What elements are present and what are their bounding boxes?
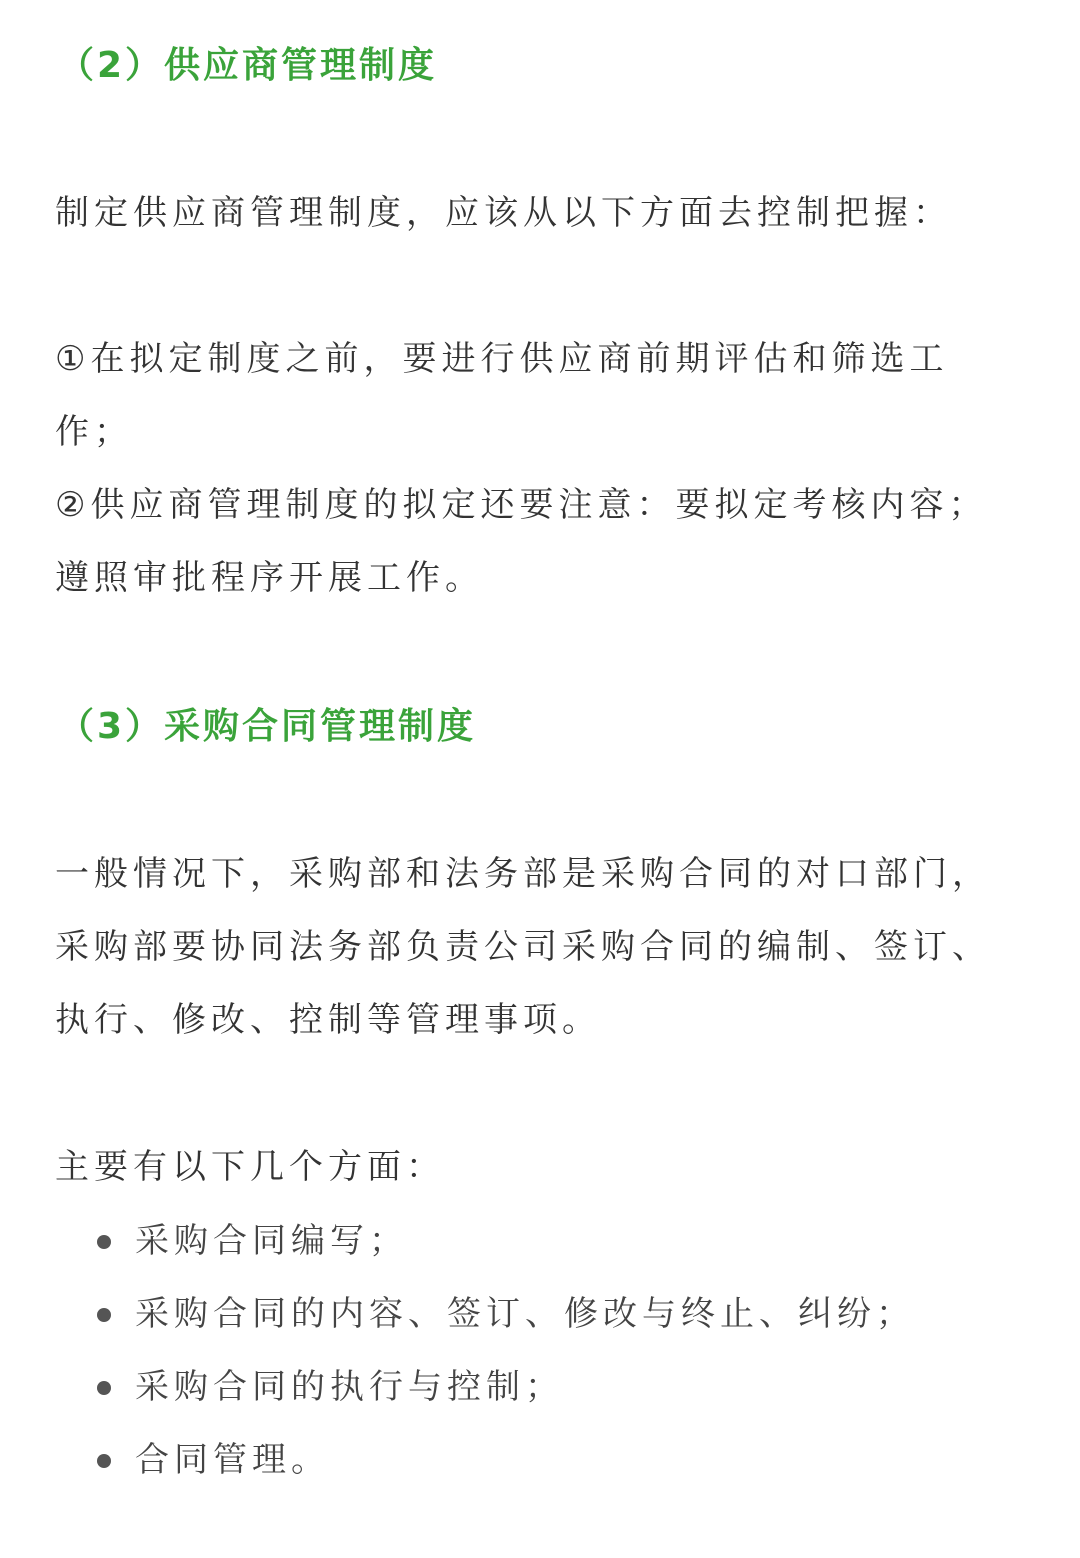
list-item [0, 1351, 915, 1424]
section-3-paragraph [55, 838, 991, 1057]
point-2-line-2: 遵照审批程序开展工作。 [55, 558, 484, 598]
list-intro-text: 主要有以下几个方面： [55, 1147, 445, 1187]
list-item-text: 采购合同的内容、签订、修改与终止、纠纷； [135, 1294, 915, 1334]
section-3-heading: （3）采购合同管理制度 [58, 706, 477, 747]
list-item-text: 采购合同编写； [135, 1221, 408, 1261]
section-3-para-line-3: 执行、修改、控制等管理事项。 [55, 1000, 601, 1040]
bullet-list [0, 1205, 915, 1497]
point-2-line-1: ②供应商管理制度的拟定还要注意：要拟定考核内容； [55, 485, 988, 525]
list-item [0, 1205, 915, 1278]
section-2-heading: （2）供应商管理制度 [58, 45, 438, 86]
list-item [0, 1278, 915, 1351]
section-3-para-line-2: 采购部要协同法务部负责公司采购合同的编制、签订、 [55, 927, 991, 967]
section-2-intro [55, 177, 952, 250]
list-item-text: 采购合同的执行与控制； [135, 1367, 564, 1407]
bullet-dot-icon [97, 1381, 111, 1395]
point-1-line-2: 作； [55, 412, 133, 452]
list-item [0, 1424, 915, 1497]
list-item-text: 合同管理。 [135, 1440, 330, 1480]
bullet-dot-icon [97, 1235, 111, 1249]
bullet-dot-icon [97, 1308, 111, 1322]
bullet-dot-icon [97, 1454, 111, 1468]
point-1-line-1: ①在拟定制度之前，要进行供应商前期评估和筛选工 [55, 339, 949, 379]
section-2-points [55, 323, 987, 615]
section-3-para-line-1: 一般情况下，采购部和法务部是采购合同的对口部门， [55, 854, 991, 894]
section-3-list-intro [55, 1131, 445, 1204]
section-2-intro-text: 制定供应商管理制度，应该从以下方面去控制把握： [55, 193, 952, 233]
